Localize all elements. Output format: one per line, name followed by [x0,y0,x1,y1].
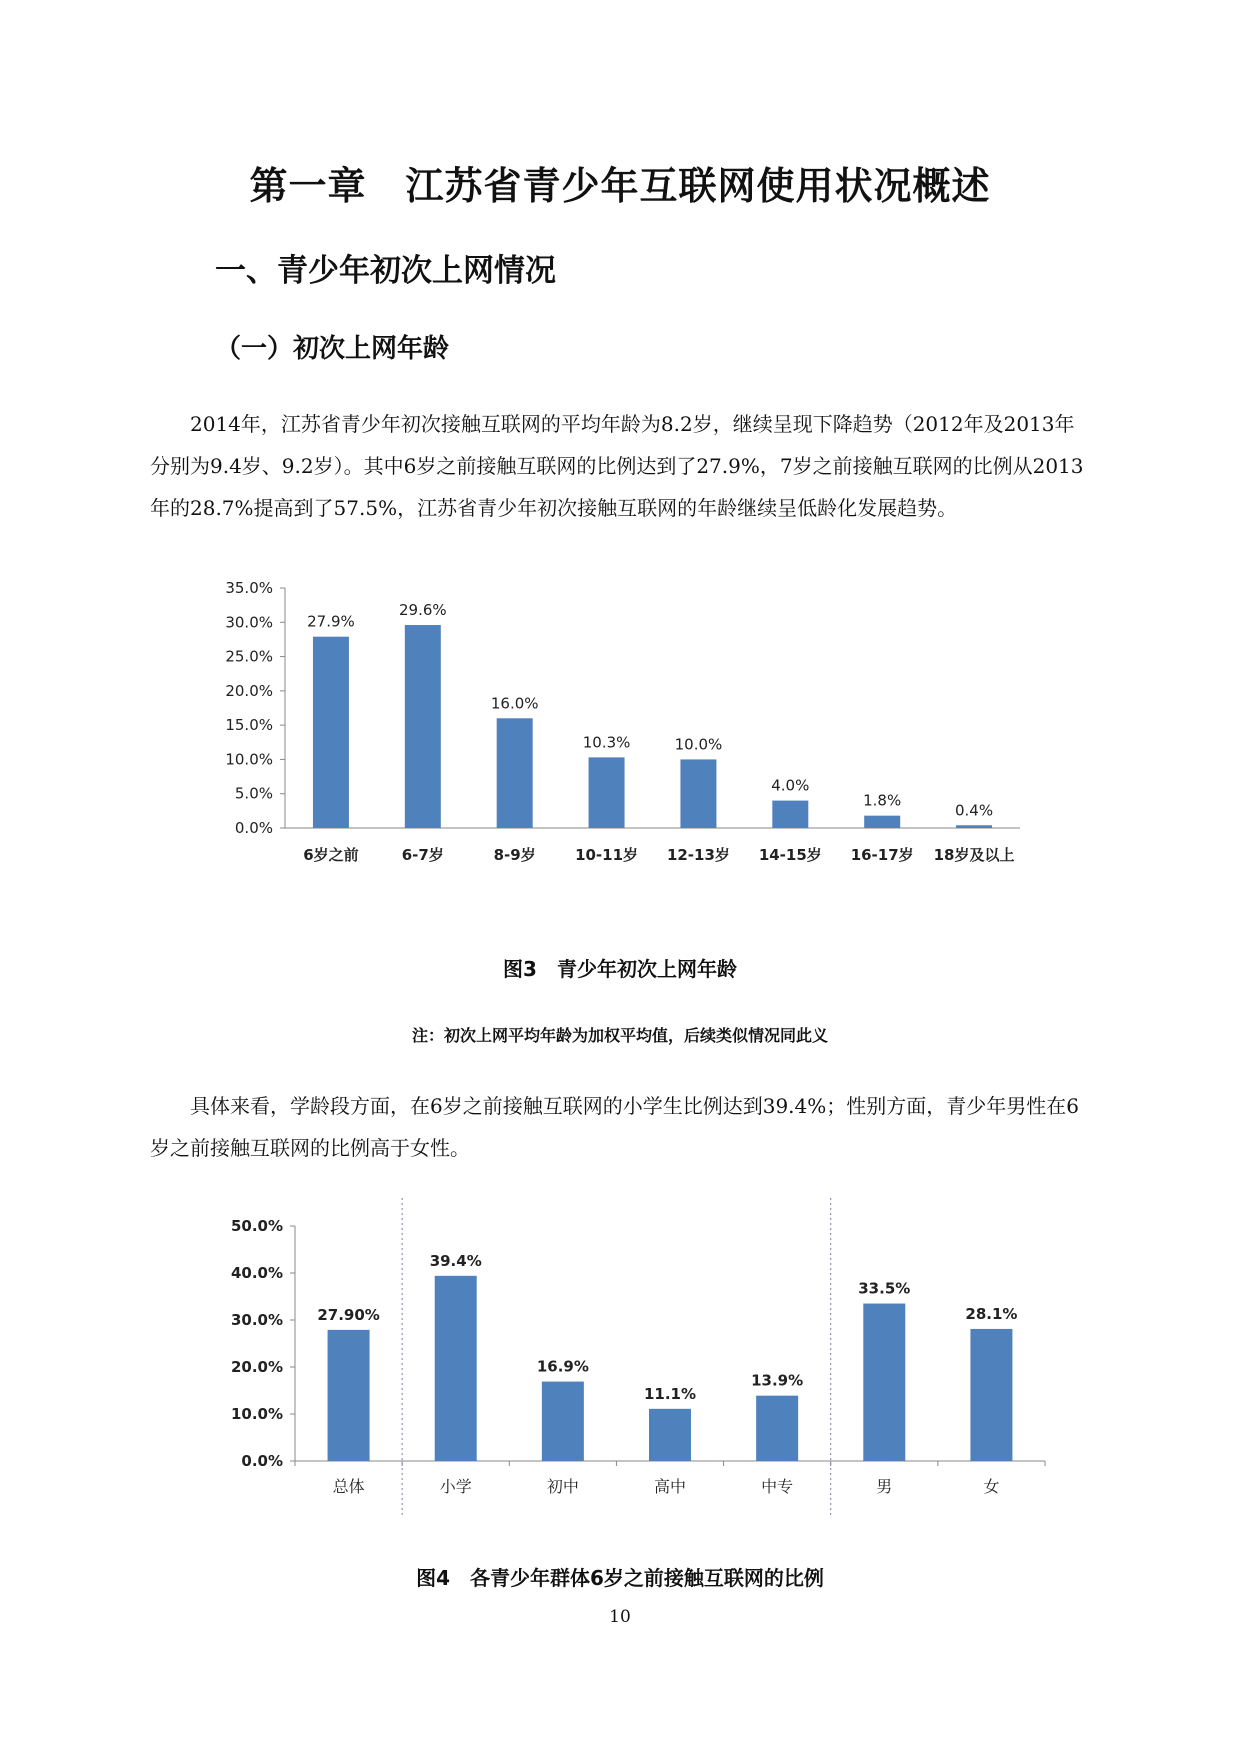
section-title: 一、青少年初次上网情况 [215,253,556,289]
y-tick-label: 20.0% [230,1358,283,1376]
data-label: 13.9% [751,1371,804,1390]
category-label: 男 [876,1477,893,1496]
category-label: 14-15岁 [758,846,822,864]
bar [328,1330,370,1461]
y-tick-label: 15.0% [225,716,273,735]
data-label: 10.0% [674,735,723,754]
data-label: 29.6% [398,601,447,620]
y-tick-label: 10.0% [225,750,273,769]
category-label: 8-9岁 [493,846,536,864]
category-label: 初中 [546,1477,579,1496]
data-label: 1.8% [863,791,902,810]
bar [863,1304,905,1461]
data-label: 4.0% [771,776,810,795]
y-tick-label: 10.0% [230,1405,283,1423]
data-label: 16.0% [490,694,539,713]
y-tick-label: 5.0% [234,784,273,803]
category-label: 总体 [332,1477,365,1496]
data-label: 0.4% [955,801,994,820]
chapter-title: 第一章 江苏省青少年互联网使用状况概述 [249,164,991,208]
bar [970,1329,1012,1461]
chart-first-online-age [200,570,1060,890]
figure3-caption: 图3 青少年初次上网年龄 [503,957,737,981]
chart-group-before-6 [215,1198,1075,1518]
data-label: 39.4% [429,1251,482,1270]
data-label: 28.1% [965,1304,1018,1323]
page-number: 10 [609,1607,631,1627]
y-tick-label: 50.0% [230,1217,283,1235]
category-label: 中专 [761,1477,794,1496]
category-label: 10-11岁 [575,846,639,864]
bar [864,816,900,828]
bar [756,1396,798,1461]
bar [405,625,441,828]
figure3-note: 注：初次上网平均年龄为加权平均值，后续类似情况同此义 [411,1026,828,1045]
y-tick-label: 35.0% [225,579,273,597]
category-label: 12-13岁 [666,846,730,864]
data-label: 16.9% [536,1357,589,1376]
data-label: 10.3% [582,733,631,752]
paragraph-first-age: 2014年，江苏省青少年初次接触互联网的平均年龄为8.2岁，继续呈现下降趋势（2012年及2013年分别为9.4岁、9.2岁）。其中6岁之前接触互联网的比例达到了27.9%，7岁之前接触互联网的比例从2013年的28.7%提高到了57.5%，江苏省青少年初次接触互联网的年龄继续呈低龄化发展趋势。 [150,412,1084,520]
data-label: 27.90% [317,1305,380,1324]
bar [435,1276,477,1461]
bar [649,1409,691,1461]
y-tick-label: 0.0% [234,819,273,837]
data-label: 27.9% [307,612,355,631]
category-label: 6-7岁 [401,846,444,864]
bar [497,718,533,828]
category-label: 女 [983,1477,1000,1496]
bar [589,757,625,828]
category-label: 小学 [439,1477,472,1496]
figure4-caption: 图4 各青少年群体6岁之前接触互联网的比例 [416,1566,824,1590]
bar [772,801,808,828]
bar [542,1382,584,1461]
y-tick-label: 30.0% [230,1311,283,1329]
y-tick-label: 0.0% [241,1452,283,1470]
category-label: 高中 [653,1477,687,1496]
category-label: 18岁及以上 [933,846,1015,864]
y-tick-label: 25.0% [225,647,273,666]
subsection-title: （一）初次上网年龄 [215,334,450,364]
bar [956,825,992,828]
y-tick-label: 40.0% [230,1264,283,1282]
bar [313,637,349,828]
data-label: 33.5% [858,1279,911,1298]
y-tick-label: 20.0% [225,681,273,700]
y-tick-label: 30.0% [225,613,273,632]
paragraph-group-detail: 具体来看，学龄段方面，在6岁之前接触互联网的小学生比例达到39.4%；性别方面，青少年男性在6岁之前接触互联网的比例高于女性。 [150,1094,1079,1160]
data-label: 11.1% [643,1384,697,1403]
category-label: 16-17岁 [850,846,914,864]
bar [680,759,716,828]
category-label: 6岁之前 [303,846,359,864]
